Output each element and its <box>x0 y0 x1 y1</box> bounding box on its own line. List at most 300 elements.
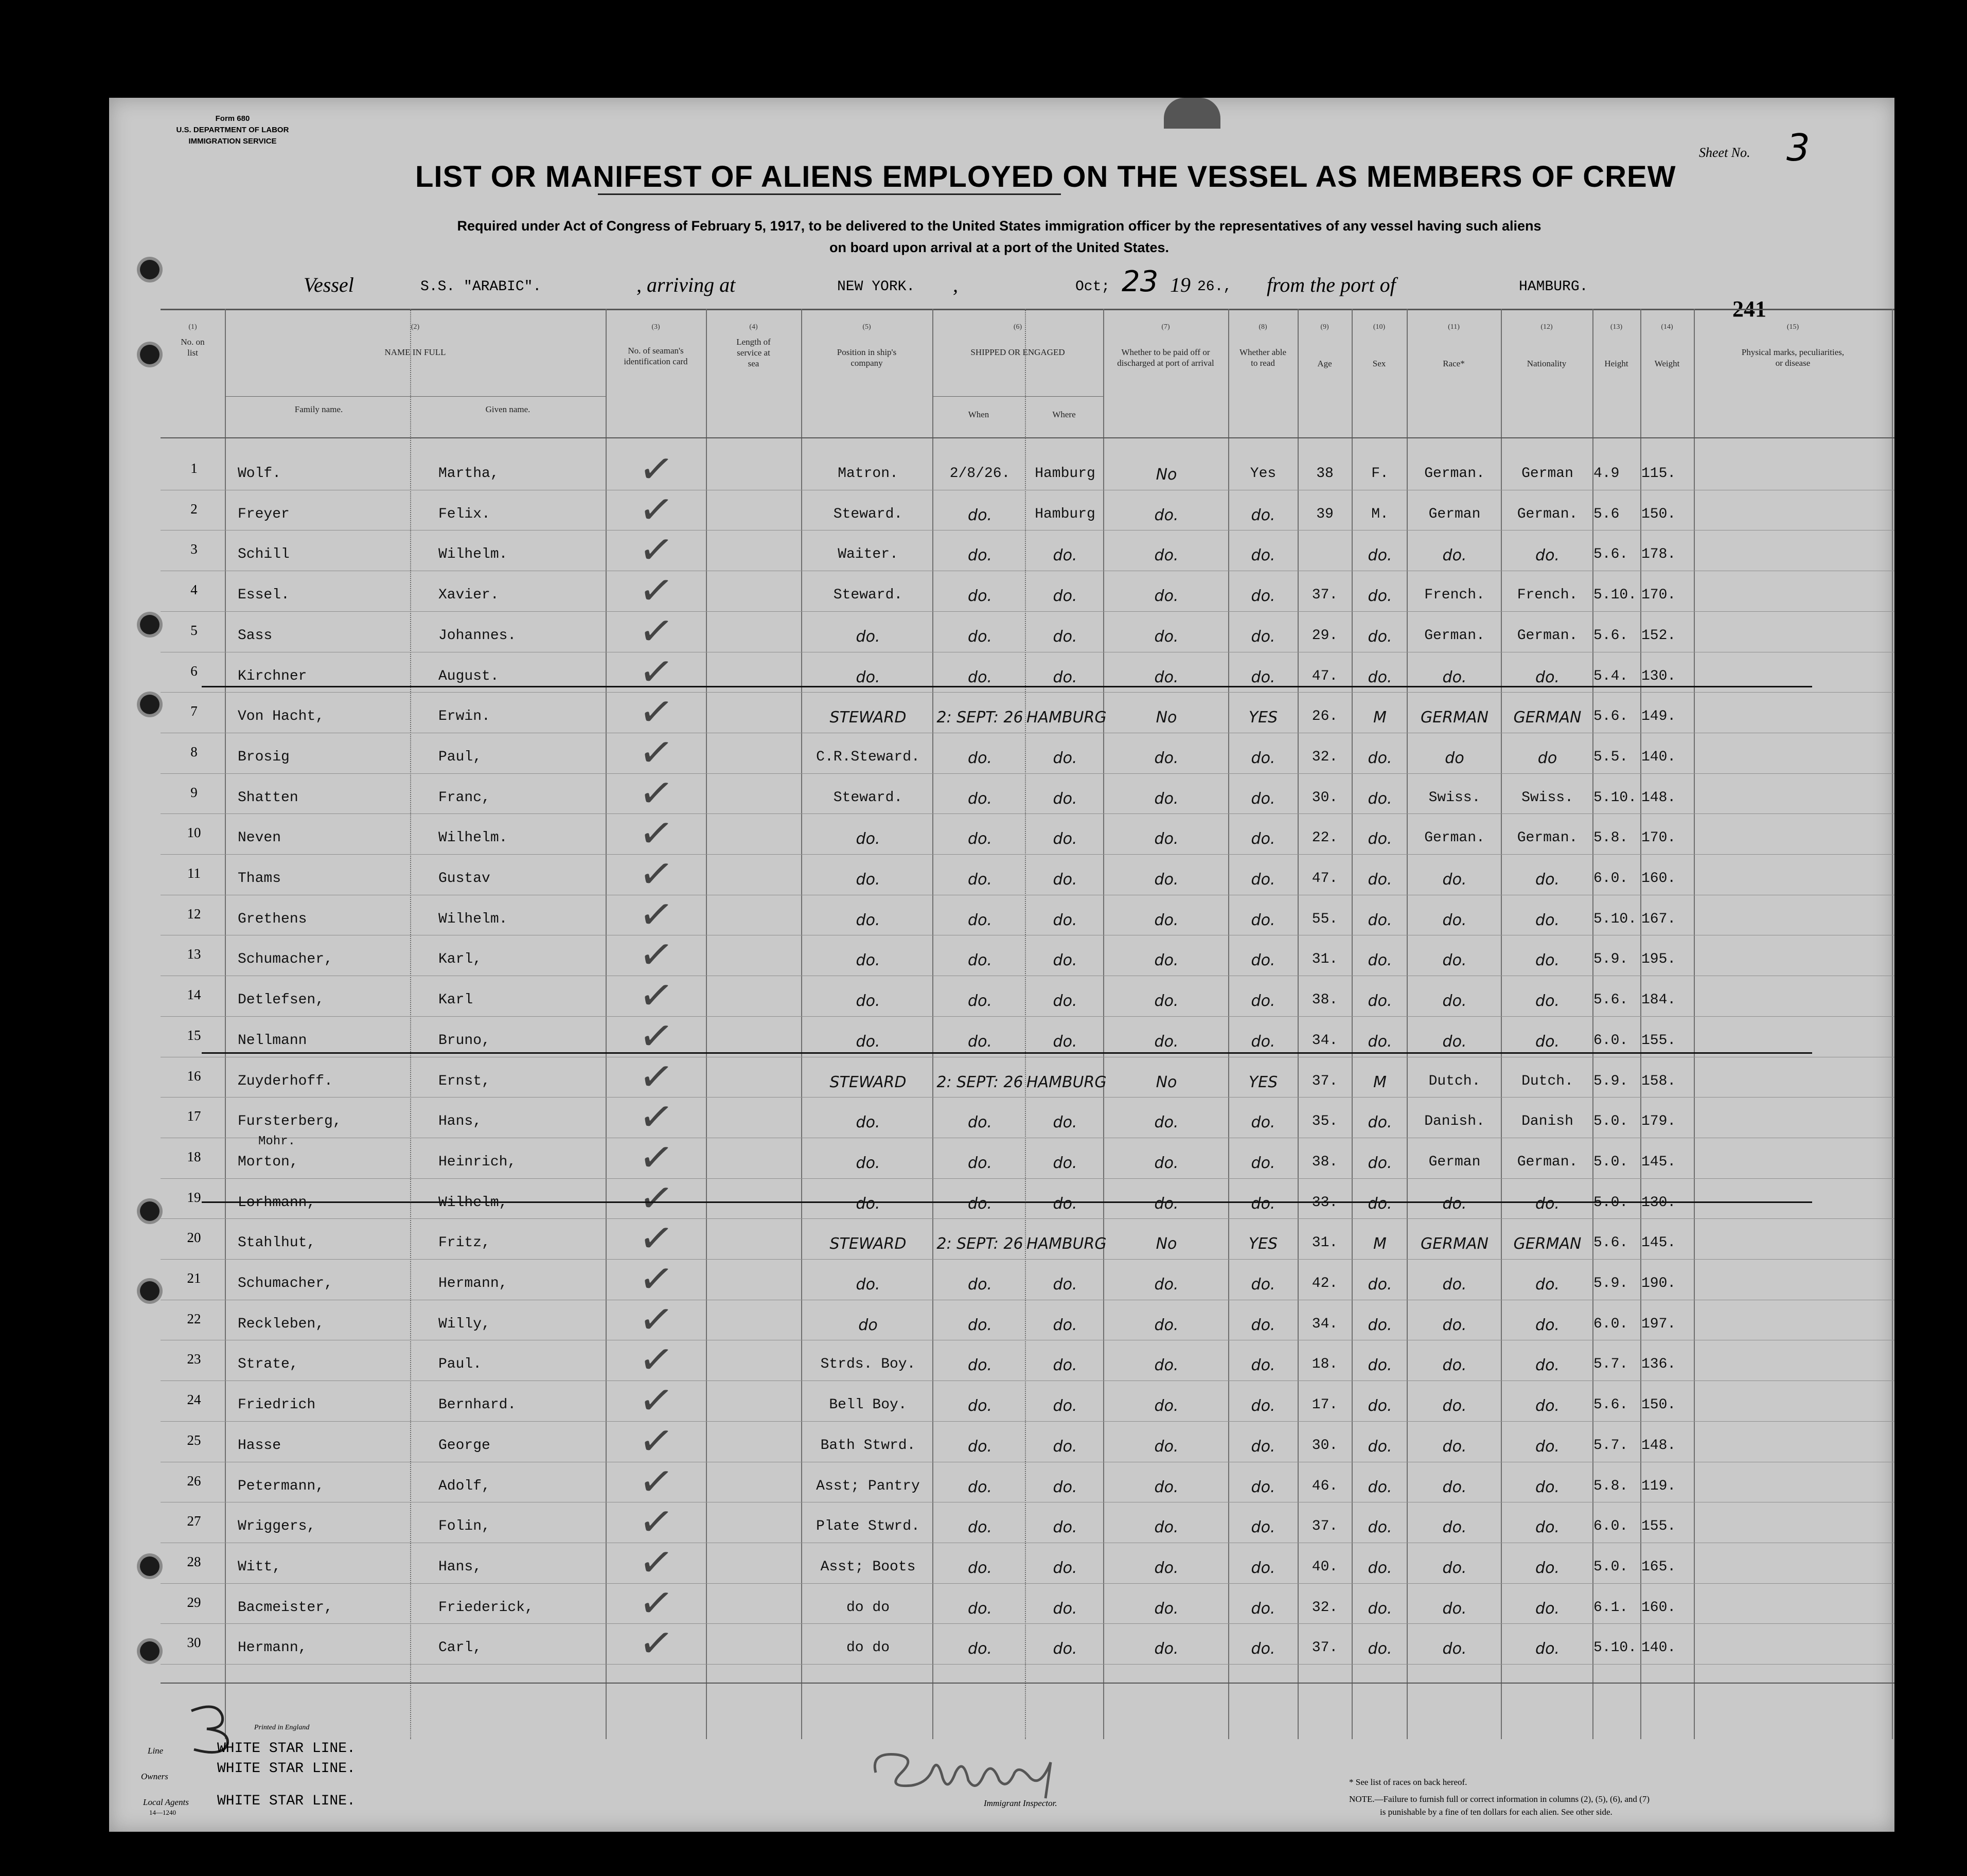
race-cell: do. <box>1442 1518 1467 1537</box>
checkmark-icon: ✓ <box>636 728 677 778</box>
checkmark-icon: ✓ <box>636 931 677 981</box>
paid-cell: do. <box>1154 830 1179 848</box>
column-rule <box>801 309 802 1739</box>
height-cell: 5.8. <box>1593 1478 1628 1494</box>
column-rule <box>410 309 411 1739</box>
col-label: Age <box>1317 359 1332 368</box>
weight-cell: 130. <box>1641 668 1676 684</box>
col-idcard-header <box>606 322 706 367</box>
height-cell: 5.6. <box>1593 992 1628 1008</box>
family-cell: Friedrich <box>238 1397 316 1413</box>
col-label: No. of seaman's identification card <box>624 346 688 366</box>
nationality-cell: do. <box>1535 1316 1560 1334</box>
race-cell: do. <box>1442 992 1467 1011</box>
col-label: SHIPPED OR ENGAGED <box>970 347 1065 357</box>
sheet-label: Sheet No. <box>1699 145 1750 160</box>
weight-cell: 160. <box>1641 871 1676 887</box>
given-cell: Carl, <box>438 1640 482 1656</box>
where-cell: HAMBURG <box>1026 1073 1107 1091</box>
family-cell: Petermann, <box>238 1478 325 1494</box>
when-cell: do. <box>968 1154 992 1172</box>
col-number: (9) <box>1320 323 1329 331</box>
when-cell: 2: SEPT: 26 <box>936 1235 1023 1253</box>
when-cell: do. <box>968 1316 992 1334</box>
when-cell: do. <box>968 1113 992 1132</box>
race-cell: GERMAN <box>1421 1235 1488 1253</box>
family-cell: Von Hacht, <box>238 709 325 725</box>
col-label: Physical marks, peculiarities, or disease <box>1741 347 1845 368</box>
height-cell: 5.0. <box>1593 1559 1628 1575</box>
nationality-cell: do. <box>1535 1397 1560 1415</box>
read-cell: do. <box>1251 830 1275 848</box>
checkmark-icon: ✓ <box>636 1336 677 1386</box>
row-number: 11 <box>187 865 201 881</box>
where-cell: do. <box>1053 992 1077 1011</box>
row-number: 1 <box>190 461 198 476</box>
weight-cell: 170. <box>1641 830 1676 846</box>
row-rule <box>161 1097 1894 1098</box>
column-rule <box>606 309 607 1739</box>
where-cell: do. <box>1053 789 1077 808</box>
when-cell: do. <box>968 1356 992 1375</box>
where-cell: do. <box>1053 668 1077 686</box>
given-cell: Felix. <box>438 506 490 522</box>
given-cell: Bruno, <box>438 1032 490 1049</box>
read-cell: do. <box>1251 627 1275 646</box>
paid-cell: do. <box>1154 911 1179 929</box>
form-number: Form 680 <box>215 114 250 123</box>
weight-cell: 190. <box>1641 1276 1676 1291</box>
strikethrough-line <box>202 1052 1812 1054</box>
where-cell: HAMBURG <box>1026 1235 1107 1253</box>
given-cell: Adolf, <box>438 1478 490 1494</box>
sex-cell: do. <box>1368 1154 1392 1172</box>
checkmark-icon: ✓ <box>636 647 677 697</box>
sheet-number: 3 <box>1786 126 1810 169</box>
read-cell: do. <box>1251 1478 1275 1496</box>
race-cell: Danish. <box>1424 1113 1485 1130</box>
sex-cell: F. <box>1371 466 1389 482</box>
read-cell: do. <box>1251 992 1275 1011</box>
height-cell: 5.5. <box>1593 749 1628 765</box>
family-cell: Morton, <box>238 1154 298 1170</box>
col-label: Position in ship's company <box>837 347 897 368</box>
row-number: 25 <box>187 1432 201 1448</box>
col-number: (6) <box>1013 323 1022 331</box>
sex-cell: do. <box>1368 1113 1392 1132</box>
family-cell: Schill <box>238 546 290 563</box>
race-cell: German <box>1428 506 1481 522</box>
position-cell: Asst; Pantry <box>816 1478 920 1494</box>
nationality-cell: do. <box>1535 1640 1560 1658</box>
col-number: (8) <box>1259 323 1267 331</box>
given-cell: Wilhelm. <box>438 830 508 846</box>
sex-cell: do. <box>1368 1518 1392 1537</box>
where-cell: do. <box>1053 546 1077 565</box>
height-cell: 5.7. <box>1593 1437 1628 1454</box>
given-cell: Heinrich, <box>438 1154 517 1170</box>
height-cell: 5.6. <box>1593 1397 1628 1413</box>
sex-cell: do. <box>1368 1559 1392 1577</box>
position-cell: do. <box>856 951 880 970</box>
race-cell: do. <box>1442 1194 1467 1213</box>
col-position-header <box>801 322 932 368</box>
height-cell: 6.0. <box>1593 1316 1628 1332</box>
paid-cell: do. <box>1154 668 1179 686</box>
position-cell: STEWARD <box>829 1073 907 1091</box>
position-cell: Steward. <box>833 587 903 604</box>
col-number: (1) <box>188 323 197 331</box>
col-read-header <box>1228 322 1298 368</box>
paid-cell: No <box>1156 1073 1177 1091</box>
year-prefix: 19 <box>1170 273 1191 296</box>
given-cell: Friederick, <box>438 1599 534 1616</box>
race-cell: do. <box>1442 871 1467 889</box>
fine-note-cont: is punishable by a fine of ten dollars for each alien. See other side. <box>1380 1807 1612 1817</box>
where-cell: Hamburg <box>1035 466 1095 482</box>
title-underline <box>598 193 1061 195</box>
given-cell: Erwin. <box>438 709 490 725</box>
checkmark-icon: ✓ <box>636 1052 677 1102</box>
age-cell: 46. <box>1312 1478 1338 1494</box>
given-cell: Johannes. <box>438 627 517 644</box>
col-number: (5) <box>862 323 871 331</box>
read-cell: do. <box>1251 1437 1275 1456</box>
height-cell: 5.10. <box>1593 911 1637 927</box>
col-age-header <box>1298 322 1352 369</box>
read-cell: do. <box>1251 1032 1275 1051</box>
header-bottom-rule <box>161 437 1894 438</box>
race-cell: do. <box>1442 1437 1467 1456</box>
family-name-header: Family name. <box>294 404 343 414</box>
row-rule <box>161 813 1894 814</box>
when-cell: 2: SEPT: 26 <box>936 1073 1023 1091</box>
family-cell: Wriggers, <box>238 1518 316 1535</box>
weight-cell: 148. <box>1641 789 1676 806</box>
family-cell: Shatten <box>238 789 298 806</box>
nationality-cell: do. <box>1535 1599 1560 1618</box>
weight-cell: 155. <box>1641 1518 1676 1535</box>
paid-cell: do. <box>1154 1194 1179 1213</box>
col-shipped-header <box>932 322 1103 358</box>
punch-hole <box>140 1281 160 1301</box>
position-cell: STEWARD <box>829 1235 907 1253</box>
sex-cell: do. <box>1368 911 1392 929</box>
age-cell: 42. <box>1312 1276 1338 1291</box>
col-label: Whether to be paid off or discharged at port of arrival <box>1117 347 1214 368</box>
row-number: 22 <box>187 1311 201 1326</box>
age-cell: 17. <box>1312 1397 1338 1413</box>
age-cell: 37. <box>1312 587 1338 604</box>
family-cell: Strate, <box>238 1356 298 1373</box>
age-cell: 38. <box>1312 992 1338 1008</box>
weight-cell: 152. <box>1641 627 1676 644</box>
row-number: 18 <box>187 1148 201 1164</box>
nationality-cell: GERMAN <box>1513 709 1582 727</box>
weight-cell: 119. <box>1641 1478 1676 1494</box>
row-number: 13 <box>187 946 201 962</box>
col-number: (12) <box>1540 323 1553 331</box>
column-rule <box>1025 309 1026 1739</box>
col-number: (14) <box>1661 323 1673 331</box>
department-name: U.S. DEPARTMENT OF LABOR <box>176 126 289 134</box>
nationality-cell: GERMAN <box>1513 1235 1582 1253</box>
family-cell: Detlefsen, <box>238 992 325 1008</box>
sex-cell: M <box>1373 709 1387 727</box>
race-cell: do. <box>1442 951 1467 970</box>
arrival-month: Oct; <box>1075 279 1110 295</box>
weight-cell: 136. <box>1641 1356 1676 1373</box>
where-cell: do. <box>1053 830 1077 848</box>
read-cell: do. <box>1251 1316 1275 1334</box>
when-cell: do. <box>968 1437 992 1456</box>
row-rule <box>161 1623 1894 1624</box>
race-cell: do. <box>1442 1640 1467 1658</box>
row-number: 4 <box>190 582 198 598</box>
row-rule <box>161 854 1894 855</box>
row-rule <box>161 1178 1894 1179</box>
punch-hole <box>140 615 160 634</box>
age-cell: 30. <box>1312 789 1338 806</box>
age-cell: 32. <box>1312 1599 1338 1616</box>
nationality-cell: Dutch. <box>1521 1073 1573 1089</box>
weight-cell: 195. <box>1641 951 1676 968</box>
height-cell: 5.4. <box>1593 668 1628 684</box>
punch-hole <box>140 1641 160 1661</box>
position-cell: Steward. <box>833 789 903 806</box>
height-cell: 5.6. <box>1593 627 1628 644</box>
col-label: No. on list <box>181 337 205 358</box>
height-cell: 5.10. <box>1593 587 1637 604</box>
nationality-cell: German <box>1521 466 1573 482</box>
weight-cell: 140. <box>1641 749 1676 765</box>
row-number: 12 <box>187 906 201 922</box>
race-cell: do. <box>1442 1316 1467 1334</box>
height-cell: 5.9. <box>1593 951 1628 968</box>
weight-cell: 184. <box>1641 992 1676 1008</box>
nationality-cell: do <box>1537 749 1557 767</box>
where-cell: do. <box>1053 911 1077 929</box>
sex-cell: do. <box>1368 951 1392 970</box>
col-number: (3) <box>651 323 660 331</box>
row-rule <box>161 611 1894 612</box>
read-cell: YES <box>1248 709 1278 727</box>
race-cell: German. <box>1424 466 1485 482</box>
row-number: 3 <box>190 541 198 557</box>
race-cell: do. <box>1442 1032 1467 1051</box>
col-nationality-header <box>1501 322 1592 369</box>
read-cell: Yes <box>1250 466 1277 482</box>
age-cell: 30. <box>1312 1437 1338 1454</box>
paid-cell: do. <box>1154 1437 1179 1456</box>
col-number: (10) <box>1373 323 1386 331</box>
position-cell: do. <box>856 627 880 646</box>
where-cell: do. <box>1053 1316 1077 1334</box>
position-cell: do. <box>856 830 880 848</box>
when-header: When <box>968 410 989 419</box>
vessel-label: Vessel <box>304 273 354 296</box>
checkmark-icon: ✓ <box>636 1295 677 1345</box>
nationality-cell: do. <box>1535 1276 1560 1294</box>
weight-cell: 167. <box>1641 911 1676 927</box>
col-number: (4) <box>749 323 758 331</box>
height-cell: 5.6. <box>1593 709 1628 725</box>
when-cell: do. <box>968 1397 992 1415</box>
row-number: 28 <box>187 1553 201 1569</box>
when-cell: 2/8/26. <box>949 466 1011 482</box>
position-cell: C.R.Steward. <box>816 749 920 765</box>
position-cell: do. <box>856 992 880 1011</box>
paid-cell: do. <box>1154 749 1179 767</box>
col-weight-header <box>1640 322 1694 369</box>
race-cell: German <box>1428 1154 1481 1170</box>
position-cell: do. <box>856 1154 880 1172</box>
nationality-cell: do. <box>1535 1478 1560 1496</box>
height-cell: 5.8. <box>1593 830 1628 846</box>
nationality-cell: do. <box>1535 871 1560 889</box>
age-cell: 31. <box>1312 1235 1338 1251</box>
weight-cell: 178. <box>1641 546 1676 563</box>
where-header: Where <box>1052 410 1076 419</box>
read-cell: do. <box>1251 1518 1275 1537</box>
when-cell: do. <box>968 1478 992 1496</box>
read-cell: YES <box>1248 1235 1278 1253</box>
binding-tab <box>1164 98 1220 129</box>
given-cell: Karl <box>438 992 473 1008</box>
family-cell: Schumacher, <box>238 951 333 968</box>
origin-port: HAMBURG. <box>1519 279 1588 295</box>
weight-cell: 145. <box>1641 1154 1676 1170</box>
position-cell: Waiter. <box>838 546 898 563</box>
age-cell: 38 <box>1316 466 1334 482</box>
row-rule <box>161 1218 1894 1219</box>
when-cell: do. <box>968 1640 992 1658</box>
row-number: 8 <box>190 744 198 759</box>
nationality-cell: do. <box>1535 1518 1560 1537</box>
given-cell: Folin, <box>438 1518 490 1535</box>
height-cell: 6.0. <box>1593 1032 1628 1049</box>
punch-hole <box>140 345 160 364</box>
given-cell: Wilhelm, <box>438 1194 508 1211</box>
sex-cell: do. <box>1368 1032 1392 1051</box>
sex-cell: do. <box>1368 749 1392 767</box>
col-label: Length of service at sea <box>736 337 771 368</box>
family-cell: Wolf. <box>238 466 281 482</box>
height-cell: 5.0. <box>1593 1194 1628 1211</box>
when-cell: do. <box>968 668 992 686</box>
age-cell: 31. <box>1312 951 1338 968</box>
checkmark-icon: ✓ <box>636 769 677 819</box>
nationality-cell: German. <box>1517 1154 1578 1170</box>
read-cell: do. <box>1251 1397 1275 1415</box>
height-cell: 5.6 <box>1593 506 1620 522</box>
given-cell: Paul. <box>438 1356 482 1373</box>
nationality-cell: Swiss. <box>1521 789 1573 806</box>
paid-cell: do. <box>1154 789 1179 808</box>
where-cell: HAMBURG <box>1026 709 1107 727</box>
where-cell: do. <box>1053 1032 1077 1051</box>
read-cell: do. <box>1251 789 1275 808</box>
manifest-sheet <box>109 98 1894 1832</box>
paid-cell: do. <box>1154 1154 1179 1172</box>
where-cell: do. <box>1053 627 1077 646</box>
col-height-header <box>1592 322 1640 369</box>
strikethrough-line <box>202 686 1812 687</box>
family-cell: Kirchner <box>238 668 307 684</box>
row-number: 9 <box>190 784 198 800</box>
read-cell: do. <box>1251 587 1275 606</box>
age-cell: 38. <box>1312 1154 1338 1170</box>
col-paid-header <box>1103 322 1228 368</box>
page-title: LIST OR MANIFEST OF ALIENS EMPLOYED ON THE VESSEL AS MEMBERS OF CREW <box>415 160 1676 193</box>
checkmark-icon: ✓ <box>636 1376 677 1426</box>
row-number: 15 <box>187 1027 201 1043</box>
col-label: Weight <box>1654 359 1680 368</box>
age-cell: 37. <box>1312 1640 1338 1656</box>
col-number: (2) <box>411 323 420 331</box>
age-cell: 55. <box>1312 911 1338 927</box>
when-cell: do. <box>968 992 992 1011</box>
signature-icon <box>865 1742 1082 1803</box>
sex-cell: do. <box>1368 1316 1392 1334</box>
checkmark-icon: ✓ <box>636 809 677 859</box>
position-cell: do. <box>856 1194 880 1213</box>
row-rule <box>161 692 1894 693</box>
nationality-cell: do. <box>1535 1437 1560 1456</box>
read-cell: do. <box>1251 1559 1275 1577</box>
family-cell: Hasse <box>238 1437 281 1454</box>
line-value: WHITE STAR LINE. <box>217 1741 356 1757</box>
given-cell: Hans, <box>438 1559 482 1575</box>
punch-hole <box>140 260 160 279</box>
column-rule <box>1298 309 1299 1739</box>
checkmark-icon: ✓ <box>636 1457 677 1507</box>
checkmark-icon: ✓ <box>636 687 677 738</box>
column-rule <box>1892 309 1893 1739</box>
when-cell: do. <box>968 1194 992 1213</box>
agents-code: 14—1240 <box>149 1809 176 1816</box>
age-cell: 32. <box>1312 749 1338 765</box>
checkmark-icon: ✓ <box>636 485 677 535</box>
col-label: Nationality <box>1527 359 1567 368</box>
family-correction: Mohr. <box>258 1134 296 1148</box>
family-cell: Reckleben, <box>238 1316 325 1332</box>
position-cell: do. <box>856 668 880 686</box>
weight-cell: 170. <box>1641 587 1676 604</box>
age-cell: 47. <box>1312 668 1338 684</box>
paid-cell: No <box>1156 709 1177 727</box>
position-cell: Bell Boy. <box>829 1397 907 1413</box>
checkmark-icon: ✓ <box>636 971 677 1021</box>
height-cell: 5.7. <box>1593 1356 1628 1373</box>
col-name-header <box>225 322 606 358</box>
family-cell: Hermann, <box>238 1640 307 1656</box>
paid-cell: do. <box>1154 506 1179 524</box>
nationality-cell: do. <box>1535 1356 1560 1375</box>
position-cell: Bath Stwrd. <box>820 1437 916 1454</box>
row-number: 27 <box>187 1513 201 1529</box>
nationality-cell: do. <box>1535 668 1560 686</box>
family-cell: Stahlhut, <box>238 1235 316 1251</box>
height-cell: 6.0. <box>1593 1518 1628 1535</box>
age-cell: 22. <box>1312 830 1338 846</box>
nationality-cell: French. <box>1517 587 1578 604</box>
read-cell: do. <box>1251 1194 1275 1213</box>
weight-cell: 140. <box>1641 1640 1676 1656</box>
given-cell: Wilhelm. <box>438 911 508 927</box>
fine-note: NOTE.—Failure to furnish full or correct information in columns (2), (5), (6), and (7) <box>1349 1794 1650 1804</box>
given-cell: Ernst, <box>438 1073 490 1089</box>
